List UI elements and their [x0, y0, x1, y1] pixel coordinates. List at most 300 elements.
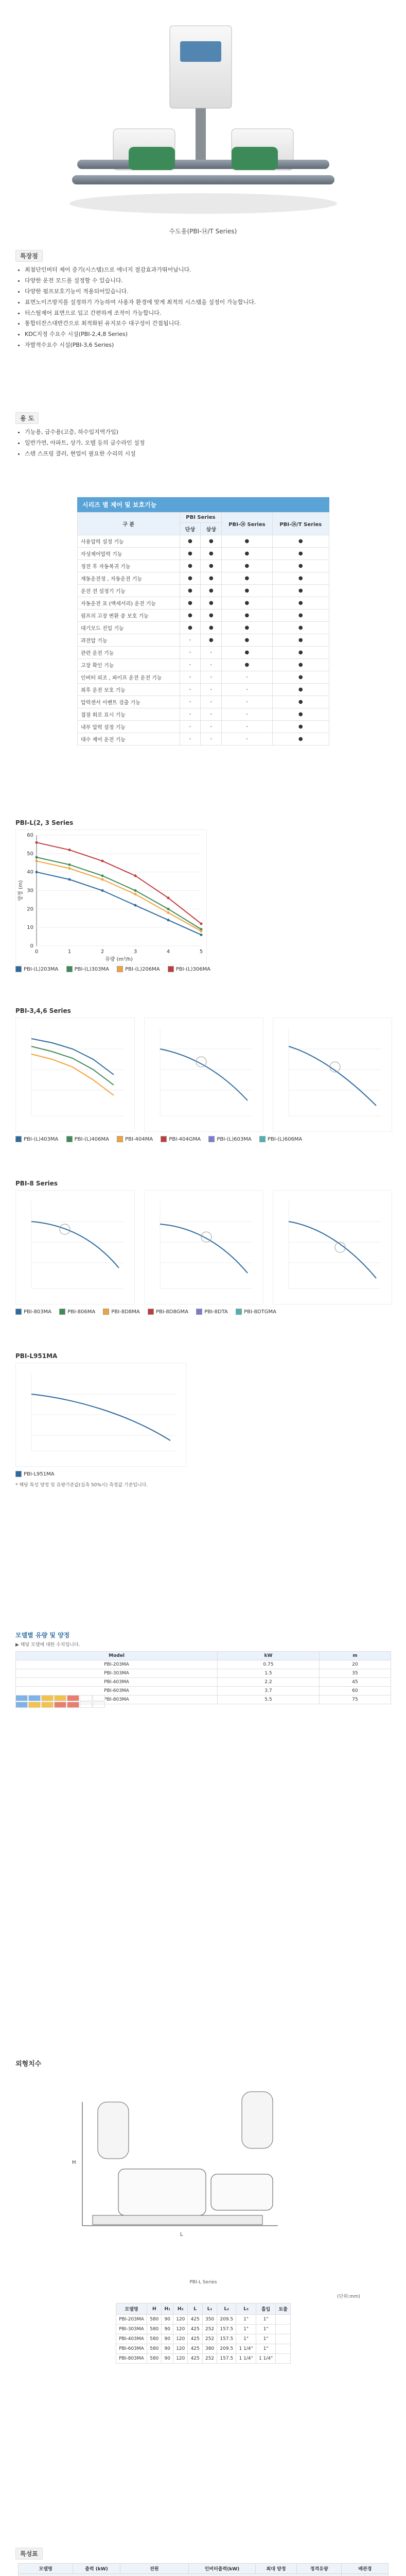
chart-2-legend	[15, 1136, 308, 1144]
models-color-grid	[15, 1695, 391, 1708]
dimensions-table	[116, 2303, 291, 2364]
feature-item: • 다양한 운전 모드를 설정할 수 있습니다.	[25, 276, 391, 286]
chart-series-line	[37, 861, 201, 931]
legend-swatch	[15, 1309, 22, 1315]
chart-point	[167, 911, 170, 914]
legend-swatch	[236, 1309, 242, 1315]
function-cell: -	[180, 708, 201, 721]
legend-item	[161, 1136, 201, 1142]
function-cell: -	[201, 708, 222, 721]
grid-cell	[80, 1695, 92, 1701]
chart-point	[68, 878, 71, 881]
chart-point	[36, 841, 38, 844]
function-cell: ●	[272, 622, 329, 634]
chart-point	[36, 856, 38, 859]
legend-label: PBI-(L)606MA	[267, 1136, 303, 1142]
models-subtitle: ▶ 해당 모델에 대한 수치입니다.	[15, 1642, 80, 1648]
dim-cell: 157.5	[217, 2325, 236, 2334]
x-tick-label: 2	[100, 949, 104, 955]
models-col: kW	[218, 1652, 320, 1660]
chart-3a	[15, 1190, 135, 1304]
col-header: PBI Series	[180, 513, 222, 523]
chart-2c	[273, 1018, 392, 1132]
models-title: 모델별 유량 및 양정	[15, 1632, 70, 1639]
function-cell: ●	[272, 708, 329, 721]
models-row	[16, 1678, 391, 1687]
chart-group-title: PBI-L(2, 3 Series	[15, 819, 74, 826]
x-axis-label: 유량 (m³/h)	[105, 957, 133, 962]
chart-3b-svg	[145, 1191, 263, 1304]
function-name: 압력센서 이벤트 검출 기능	[78, 696, 180, 708]
spec-col: 최대 양정	[256, 2564, 297, 2574]
chart-series-line	[37, 872, 201, 935]
chart-4	[15, 1363, 186, 1467]
legend-label: PBI-8DTGMA	[244, 1309, 276, 1315]
dim-cell: 1"	[236, 2315, 256, 2325]
hero-image-section	[0, 0, 406, 222]
function-name: 최후 운전 보호 기능	[78, 684, 180, 696]
dim-cell: 580	[147, 2325, 162, 2334]
legend-label: PBI-(L)203MA	[24, 966, 59, 972]
dim-cell: 209.5	[217, 2315, 236, 2325]
feature-item: • 최첨단인버터 제어 증기(시스템)으로 에너지 절감효과가뛰어납니다.	[25, 265, 391, 276]
function-cell: -	[201, 696, 222, 708]
function-cell: ●	[201, 622, 222, 634]
chart-group-title: PBI-3,4,6 Series	[15, 1007, 71, 1014]
function-cell: ●	[272, 597, 329, 609]
dim-cell: 157.5	[217, 2334, 236, 2344]
dim-cell: 209.5	[217, 2344, 236, 2354]
hero-caption: 수도용(PBI-⑭/T Series)	[169, 228, 237, 235]
dim-cell: 120	[173, 2354, 188, 2364]
function-cell: ●	[180, 572, 201, 585]
dim-cell: 1"	[236, 2334, 256, 2344]
grid-cell	[54, 1702, 66, 1708]
function-row	[78, 634, 329, 647]
chart-point	[36, 860, 38, 862]
function-cell: ●	[180, 535, 201, 548]
function-cell: ●	[272, 721, 329, 733]
dim-cell	[276, 2315, 291, 2325]
dimensions-body	[116, 2315, 291, 2364]
dim-cell: 252	[202, 2334, 217, 2344]
svg-text:L: L	[180, 2232, 183, 2238]
dim-cell: 252	[202, 2325, 217, 2334]
spec-subcol	[342, 2574, 365, 2576]
chart-4-legend	[15, 1471, 61, 1479]
dim-row	[116, 2325, 291, 2334]
function-cell: -	[201, 659, 222, 671]
dim-row	[116, 2354, 291, 2364]
models-row	[16, 1669, 391, 1678]
chart-point	[134, 889, 137, 892]
models-cell: 1.5	[218, 1669, 320, 1678]
chart-point	[68, 863, 71, 866]
dim-cell: 120	[173, 2325, 188, 2334]
spec-subcol	[365, 2574, 388, 2576]
legend-label: PBI-(L)303MA	[74, 966, 109, 972]
spec-col: 인버터출력(kW)	[188, 2564, 255, 2574]
legend-label: PBI-(L)306MA	[175, 966, 211, 972]
chart-2c-svg	[273, 1018, 392, 1131]
models-cell: PBI-603MA	[16, 1687, 218, 1696]
dim-col: H₂	[173, 2303, 188, 2315]
function-row	[78, 572, 329, 585]
dimensions-title: 외형치수	[15, 2060, 42, 2068]
chart-point	[101, 889, 104, 892]
legend-item	[66, 966, 109, 972]
function-row	[78, 733, 329, 745]
models-col: Model	[16, 1652, 218, 1660]
legend-swatch	[15, 1471, 22, 1477]
legend-label: PBI-803MA	[24, 1309, 52, 1315]
feature-item: • 통합터잔스대반간으로 최적화된 유지보수 대구성이 간접됩니다.	[25, 318, 391, 329]
legend-label: PBI-404GMA	[169, 1136, 201, 1142]
dim-cell	[276, 2354, 291, 2364]
y-tick-label: 20	[27, 906, 33, 912]
chart-2b-svg	[145, 1018, 263, 1131]
legend-label: PBI-8DTA	[204, 1309, 228, 1315]
function-cell: ●	[272, 634, 329, 647]
models-cell: 35	[319, 1669, 391, 1678]
dimensions-caption: PBI-L Series	[189, 2280, 217, 2285]
dim-cell: 90	[162, 2354, 173, 2364]
function-cell: -	[180, 684, 201, 696]
function-name: 과전압 기능	[78, 634, 180, 647]
dim-col: 흡입	[256, 2303, 276, 2315]
dim-col: L₂	[217, 2303, 236, 2315]
dim-cell: PBI-203MA	[116, 2315, 147, 2325]
y-tick-label: 10	[27, 925, 33, 931]
chart-3c	[273, 1190, 392, 1304]
y-tick-label: 0	[30, 943, 33, 949]
models-cell: PBI-803MA	[16, 1696, 218, 1704]
features-section	[15, 250, 391, 351]
col-header: PBI-⑭/T Series	[272, 513, 329, 535]
function-cell: ●	[201, 548, 222, 560]
function-row	[78, 597, 329, 609]
chart-point	[134, 874, 137, 877]
dim-cell: 580	[147, 2334, 162, 2344]
grid-cell	[41, 1695, 54, 1701]
function-cell: -	[201, 647, 222, 659]
legend-swatch	[117, 1136, 123, 1142]
function-cell: ●	[201, 597, 222, 609]
function-row	[78, 659, 329, 671]
function-cell: -	[222, 721, 272, 733]
function-cell: ●	[272, 535, 329, 548]
function-name: 운전 전 설정기 기능	[78, 585, 180, 597]
models-cell: 5.5	[218, 1696, 320, 1704]
chart-point	[167, 908, 170, 910]
legend-label: PBI-(L)403MA	[24, 1136, 59, 1142]
legend-item	[236, 1309, 276, 1315]
function-cell: ●	[222, 647, 272, 659]
function-name: 대수 제어 운전 기능	[78, 733, 180, 745]
function-row	[78, 585, 329, 597]
legend-label: PBI-806MA	[67, 1309, 96, 1315]
function-cell: ●	[222, 585, 272, 597]
models-cell: 75	[319, 1696, 391, 1704]
grid-cell	[93, 1695, 105, 1701]
function-row	[78, 647, 329, 659]
chart-point	[68, 867, 71, 870]
legend-item	[117, 1136, 153, 1142]
function-cell: -	[222, 696, 272, 708]
usage-item: • 스텐 스프링 클러, 현업이 필요한 수리의 시설	[25, 449, 391, 460]
chart-point	[167, 919, 170, 921]
function-name: 내부 압력 설정 기능	[78, 721, 180, 733]
legend-item	[196, 1309, 228, 1315]
function-name: 자동운전 표 (액세서리) 운전 기능	[78, 597, 180, 609]
chart-1-svg	[16, 830, 206, 964]
dim-cell: 1"	[256, 2315, 276, 2325]
dimension-drawing	[62, 2071, 345, 2272]
svg-text:H: H	[72, 2160, 76, 2165]
function-name: 자성제어압력 기능	[78, 548, 180, 560]
legend-swatch	[59, 1309, 65, 1315]
models-cell: 60	[319, 1687, 391, 1696]
function-cell: -	[201, 733, 222, 745]
legend-item	[15, 966, 58, 972]
function-cell: -	[180, 647, 201, 659]
legend-swatch	[66, 966, 73, 972]
dim-cell: PBI-603MA	[116, 2344, 147, 2354]
function-cell: ●	[272, 659, 329, 671]
dim-cell: 1 1/4"	[236, 2344, 256, 2354]
function-cell: -	[222, 733, 272, 745]
legend-item	[148, 1309, 188, 1315]
legend-swatch	[196, 1309, 202, 1315]
legend-swatch	[259, 1136, 266, 1142]
legend-swatch	[15, 1136, 22, 1142]
function-name: 고장 확인 기능	[78, 659, 180, 671]
features-list	[15, 265, 391, 351]
dim-col: 토출	[276, 2303, 291, 2315]
function-name: 대기모드 진입 기능	[78, 622, 180, 634]
legend-label: PBI-404MA	[125, 1136, 153, 1142]
models-row	[16, 1660, 391, 1669]
function-cell: ●	[222, 622, 272, 634]
function-row	[78, 671, 329, 684]
col-header: 구 분	[78, 513, 180, 535]
x-tick-label: 1	[67, 949, 72, 955]
function-cell: ●	[222, 560, 272, 572]
usage-item: • 기능용, 급수용(고층, 하수입지역가입)	[25, 427, 391, 438]
function-cell: ●	[180, 560, 201, 572]
function-row	[78, 535, 329, 548]
function-row	[78, 696, 329, 708]
y-tick-label: 30	[27, 888, 33, 894]
function-cell: -	[201, 684, 222, 696]
dim-col: L₃	[236, 2303, 256, 2315]
function-cell: -	[222, 684, 272, 696]
grid-cell	[67, 1702, 79, 1708]
function-row	[78, 684, 329, 696]
legend-swatch	[66, 1136, 73, 1142]
dim-cell: 580	[147, 2354, 162, 2364]
chart-2b	[144, 1018, 263, 1132]
function-cell: ●	[272, 671, 329, 684]
usage-list	[15, 427, 391, 460]
feature-item: • KDC지정 수요수 시설(PBI-2,4,8 Series)	[25, 329, 391, 340]
grid-cell	[15, 1695, 28, 1701]
function-name: 사용압력 설정 기능	[78, 535, 180, 548]
dim-cell: 580	[147, 2315, 162, 2325]
dim-col: L₁	[202, 2303, 217, 2315]
usage-item: • 일반가연, 아파트, 상가, 오텔 등의 급수라인 설정	[25, 438, 391, 449]
function-cell: -	[180, 634, 201, 647]
function-table-title: 시리즈 별 제어 및 보호기능	[77, 497, 329, 512]
dim-cell: 90	[162, 2315, 173, 2325]
dim-cell: PBI-303MA	[116, 2325, 147, 2334]
function-row	[78, 560, 329, 572]
models-row	[16, 1687, 391, 1696]
function-name: 펌프의 고장 변환 중 보호 기능	[78, 609, 180, 622]
function-cell: -	[222, 708, 272, 721]
function-cell: ●	[272, 733, 329, 745]
dimensions-head	[116, 2303, 291, 2315]
chart-point	[200, 930, 203, 933]
legend-item	[59, 1309, 95, 1315]
chart-point	[101, 874, 104, 877]
dim-cell: 425	[188, 2354, 202, 2364]
function-cell: ●	[222, 572, 272, 585]
dim-cell: 90	[162, 2344, 173, 2354]
function-cell: ●	[222, 634, 272, 647]
function-cell: -	[180, 733, 201, 745]
specs-section	[15, 2548, 391, 2560]
chart-3c-svg	[273, 1191, 392, 1304]
spec-col: 배관경	[342, 2564, 389, 2574]
chart-1	[15, 829, 207, 964]
subcol-header: 삼상	[201, 523, 222, 535]
dimension-drawing-svg	[62, 2071, 345, 2272]
dim-row	[116, 2334, 291, 2344]
grid-cell	[41, 1702, 54, 1708]
dim-col: 모델명	[116, 2303, 147, 2315]
dim-row	[116, 2344, 291, 2354]
function-cell: -	[180, 659, 201, 671]
legend-label: PBI-(L)603MA	[217, 1136, 252, 1142]
legend-item	[168, 966, 210, 972]
legend-swatch	[208, 1136, 215, 1142]
dim-cell: 380	[202, 2344, 217, 2354]
usage-section	[15, 412, 391, 460]
function-name: 정전 후 자동복귀 기능	[78, 560, 180, 572]
chart-point	[36, 871, 38, 873]
chart-3b	[144, 1190, 263, 1304]
specs-header: 특성표	[15, 2548, 43, 2560]
dim-cell: 580	[147, 2344, 162, 2354]
chart-note: * 해당 특성 양정 및 유량기준값(실측 50%시) 측정값 기준입니다.	[15, 1483, 148, 1488]
legend-label: PBI-(L)406MA	[74, 1136, 109, 1142]
function-cell: ●	[201, 560, 222, 572]
grid-cell	[28, 1695, 41, 1701]
dim-cell: 1"	[236, 2325, 256, 2334]
function-cell: ●	[180, 622, 201, 634]
grid-cell	[93, 1702, 105, 1708]
legend-label: PBI-L951MA	[24, 1471, 55, 1477]
spec-col: 정격유량	[296, 2564, 342, 2574]
legend-swatch	[148, 1309, 154, 1315]
legend-swatch	[161, 1136, 167, 1142]
y-tick-label: 60	[27, 833, 33, 838]
chart-point	[134, 893, 137, 895]
function-cell: ●	[272, 560, 329, 572]
function-cell: ●	[201, 634, 222, 647]
chart-1-legend	[15, 966, 217, 974]
chart-2a-svg	[16, 1018, 134, 1131]
dim-cell: 1"	[256, 2334, 276, 2344]
chart-point	[134, 904, 137, 907]
function-cell: ●	[272, 609, 329, 622]
dim-cell: 1"	[256, 2325, 276, 2334]
y-tick-label: 50	[27, 851, 33, 857]
spec-col: 모델명	[19, 2564, 73, 2574]
function-cell: ●	[180, 609, 201, 622]
dim-cell: 425	[188, 2344, 202, 2354]
dim-cell: 1 1/4"	[236, 2354, 256, 2364]
legend-item	[117, 966, 160, 972]
col-header: PBI-⑭ Series	[222, 513, 272, 535]
function-cell: ●	[272, 647, 329, 659]
legend-item	[259, 1136, 302, 1142]
dim-col: H₁	[162, 2303, 173, 2315]
function-cell: ●	[272, 572, 329, 585]
function-cell: ●	[201, 585, 222, 597]
function-cell: ●	[222, 659, 272, 671]
function-name: 재동운전정 , 자동운전 기능	[78, 572, 180, 585]
function-cell: -	[222, 671, 272, 684]
models-cell: 2.2	[218, 1678, 320, 1687]
function-cell: ●	[222, 535, 272, 548]
legend-swatch	[168, 966, 174, 972]
grid-cell	[28, 1702, 41, 1708]
dim-row	[116, 2315, 291, 2325]
chart-group-title: PBI-8 Series	[15, 1180, 58, 1187]
function-cell: ●	[222, 597, 272, 609]
legend-label: PBI-8D8MA	[111, 1309, 140, 1315]
function-row	[78, 609, 329, 622]
function-row	[78, 708, 329, 721]
legend-item	[15, 1471, 55, 1477]
function-name: 관련 운전 기능	[78, 647, 180, 659]
legend-label: PBI-(L)206MA	[125, 966, 160, 972]
dimensions-unit: (단위:mm)	[337, 2294, 360, 2299]
models-cell: PBI-403MA	[16, 1678, 218, 1687]
function-cell: ●	[272, 696, 329, 708]
chart-point	[101, 878, 104, 881]
spec-subhead-spacer	[19, 2574, 342, 2576]
function-table	[77, 497, 329, 745]
function-cell: -	[201, 721, 222, 733]
chart-group-title: PBI-L951MA	[15, 1352, 58, 1360]
models-cell: 3.7	[218, 1687, 320, 1696]
dim-cell: 1 1/4"	[256, 2354, 276, 2364]
models-cell: 45	[319, 1678, 391, 1687]
y-tick-label: 40	[27, 869, 33, 875]
legend-swatch	[15, 966, 22, 972]
chart-3a-svg	[16, 1191, 134, 1304]
function-cell: ●	[272, 585, 329, 597]
dim-cell: PBI-403MA	[116, 2334, 147, 2344]
dim-cell: 120	[173, 2344, 188, 2354]
feature-item: • 표면노이즈방지를 설정하기 가능하여 사용자 환경에 맞게 최적의 시스템을 설정이 가능합니다.	[25, 297, 391, 308]
models-cell: PBI-303MA	[16, 1669, 218, 1678]
function-row	[78, 721, 329, 733]
x-tick-label: 5	[199, 949, 203, 955]
